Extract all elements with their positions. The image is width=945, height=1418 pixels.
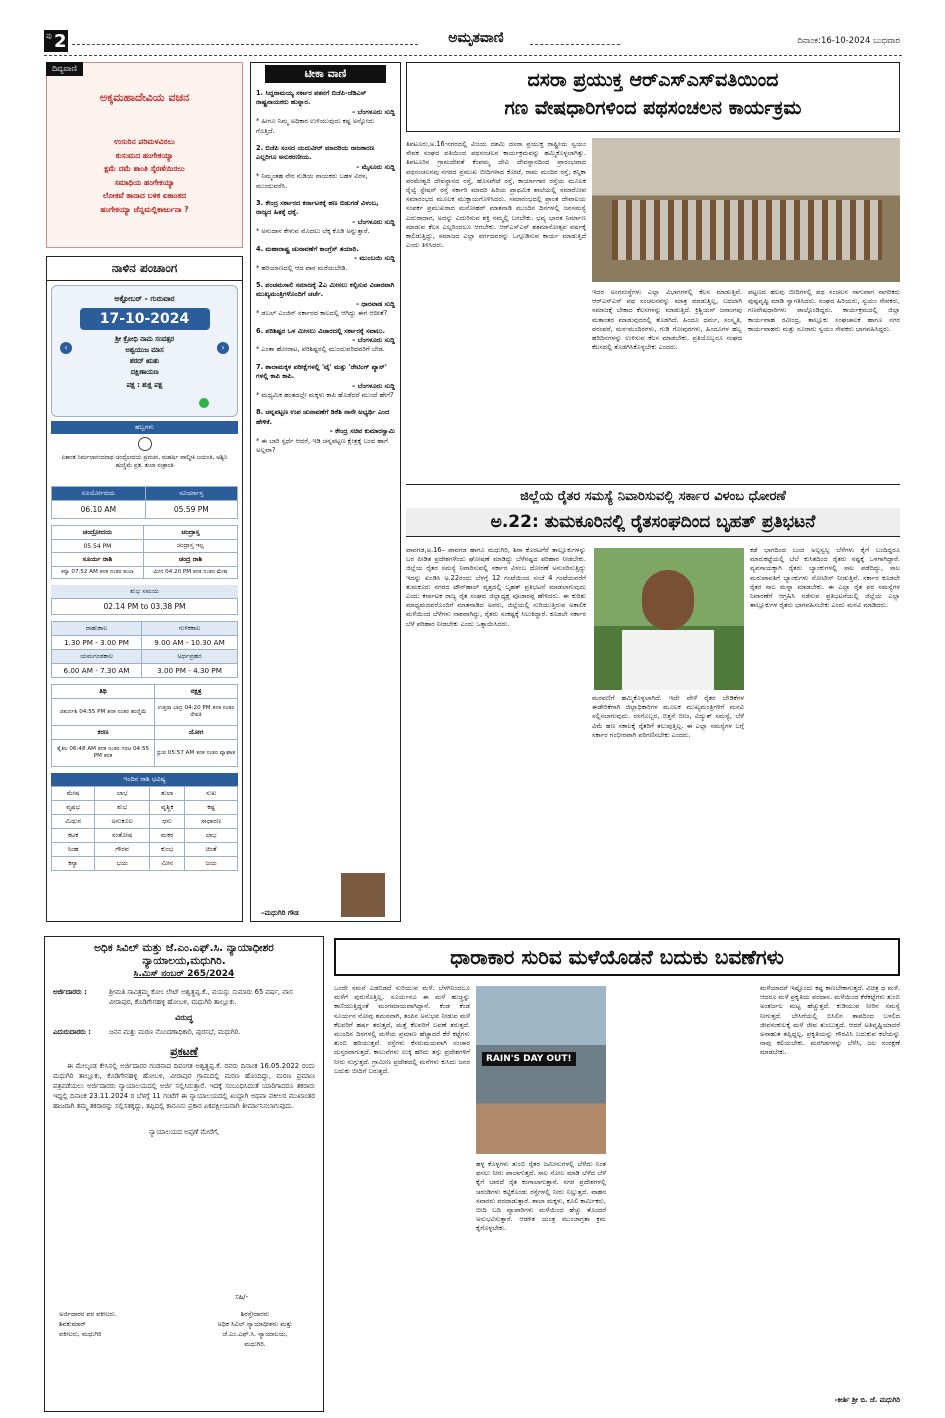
rashi-result: ಶುಭ <box>95 801 150 815</box>
rashi-sign: ಮಕರ <box>150 829 185 843</box>
ritu: ಶರದ್ ಋತು <box>129 357 160 365</box>
petitioner-row <box>53 987 315 1007</box>
columnist-photo <box>341 873 385 917</box>
yoga-label: ಯೋಗ <box>155 726 238 740</box>
habba-text: ಏಕಾಂತ ನಿರ್ಮಲಾನಂದನಾಥ ಚಂದ್ರೋದಯ ಪ್ರವಚನ, ಮಹರ್ಷಿ ವಾಲ್ಮೀಕಿ ಜಯಂತಿ, ಅಶ್ವಿನಿ ಹುಣ್ಣಿಮೆ ವ್ರತ, ತುಲಾ ಸಂಕ್ರಾಂತಿ <box>61 455 228 469</box>
tika-question: 6. ಪರಿಶಿಷ್ಟರ ಒಳ ಮೀಸಲು ವಿಚಾರದಲ್ಲಿ ಸರ್ಕಾರಕ್ಕೆ ಸವಾಲು. <box>256 326 386 335</box>
farmers-body-col2: ಮರವಣಿಗೆ ಹಮ್ಮಿಕೊಳ್ಳಲಾಗಿದೆ. ಇದೇ ವೇಳೆ ರೈತರ ಬೇಡಿಕೆಗಳ ಈಡೇರಿಕೆಗಾಗಿ ಜಿಲ್ಲಾಧಿಕಾರಿಗಳ ಮೂಲಕ ಮುಖ್ಯಮಂತ್ರಿಗಳಿಗೆ ಮನವಿ ಸಲ್ಲಿಸಲಾಗುವುದು. ರಸಗೊಬ್ಬರ, ಬಿತ್ತನೆ ಬೀಜ, ವಿದ್ಯುತ್ ಸಮಸ್ಯೆ, ಬೆಳೆ ವಿಮೆ ಹಣ ಸಕಾಲಕ್ಕೆ ರೈತರಿಗೆ ತಲುಪುತ್ತಿಲ್ಲ. ಈ ಎಲ್ಲಾ ಸಮಸ್ಯೆಗಳ ಬಗ್ಗೆ ಸರ್ಕಾರ ಗಂಭೀರವಾಗಿ ಪರಿಗಣಿಸಬೇಕು ಎಂದರು. <box>592 694 744 739</box>
yama-label: ಯಮಗಂಡಕಾಲ <box>52 650 142 664</box>
tika-item <box>256 363 395 401</box>
rss-headline <box>406 62 900 132</box>
divyavani-verse <box>47 135 242 216</box>
tika-answer: * ಅನುದಾನ ಕೇಳುವ ಮೊದಲು ಲೆಕ್ಕ ಕೊಡಿ ಅನ್ನುತ್ತಾರೆ. <box>256 227 370 236</box>
tika-vani-items <box>251 85 400 883</box>
tika-source: – ಬೆಂಗಳೂರು ಸುದ್ದಿ <box>352 217 395 226</box>
rss-body-col1: ತಿಪಟೂರು,ಅ.16-ನಗರದಲ್ಲಿ ವಿಜಯ ದಶಮಿ ದಸರಾ ಪ್ರಯುಕ್ತ ರಾಷ್ಟ್ರೀಯ ಸ್ವಯಂ ಸೇವಕ ಸಂಘದ ವತಿಯಿಂದ ಪಥಸಂಚಲನ ಕಾರ್ಯಕ್ರಮವನ್ನು ಹಮ್ಮಿಕೊಳ್ಳಲಾಗಿತ್ತು. ತಿಪಟೂರಿನ ಗ್ರಾಮದೇವತೆ ಕೆಂಪಮ್ಮ ದೇವಿ ದೇವಸ್ಥಾನದಿಂದ ಪ್ರಾರಂಭವಾದ ಪಥಸಂಚಲನವು ನಗರದ ಪ್ರಮುಖ ಬೀದಿಗಳಾದ ಕೋಟೆ, ರಾಮ ಮಂದಿರ ರಸ್ತೆ, ಕನ್ನಿಕಾ ಪರಮೇಶ್ವರಿ ದೇವಸ್ಥಾನದ ರಸ್ತೆ, ಹೊಸಪೇಟೆ ರಸ್ತೆ, ಕಾರ್ಯಾಗಾರ ರಸ್ತೆಯ ಮೂಲಕ ರೈಲ್ವೆ ಸ್ಟೇಷನ್ ರಸ್ತೆ ಸರ್ಕಾರಿ ಮಾದರಿ ಹಿರಿಯ ಪ್ರಾಥಮಿಕ ಶಾಲೆಯಲ್ಲಿ ಸಮಾರೋಪ ಸಮಾರಂಭದ ಮೂಲಕ ಮುಕ್ತಾಯಗೊಳಿಸಿದರು. ಸಮಾರಂಭದಲ್ಲಿ ಪ್ರಾಂತ ದೇವಾಲಯ ಸಂಪರ್ಕ ಪ್ರಮುಖರಾದ ಮನೋಹರ್ ಮಾತನಾಡಿ ಮುಂದಿನ ದಿನಗಳಲ್ಲಿ ಜನಸಮಸ್ಯೆ ಎದುರಾದಾಗ, ಅದನ್ನು ಎದುರಿಸುವ ಶಕ್ತಿ ನಮ್ಮಲ್ಲಿ ಬರಬೇಕು. ಭವ್ಯ ಭಾರತ ನಿರ್ಮಾಣ ಮಾಡುವ ಕೆಲಸ ಎಲ್ಲರಿಂದಲೂ ಆಗಬೇಕು. ಆರ್‌ಎಸ್‌ಎಸ್ ಶತಮಾನೋತ್ಸವ ವರ್ಷಕ್ಕೆ ಕಾಲಿಡುತ್ತಿದ್ದು, ಸಮಾಜದ ಎಲ್ಲಾ ವರ್ಗದವರನ್ನು ಒಗ್ಗೂಡಿಸುವ ಕಾರ್ಯ ಮಾಡುತ್ತಿದೆ ಎಂದು ತಿಳಿಸಿದರು. <box>406 140 586 250</box>
march-photo-figures <box>612 200 882 260</box>
court-title-2: ನ್ಯಾಯಾಲಯ,ಮಧುಗಿರಿ. <box>142 955 226 967</box>
tika-answer: * ಡಬಲ್ ಎಂಜಿನ್ ಸರ್ಕಾರದ ಕಾಲದಲ್ಲಿ ಆಗಿದ್ದು ಈಗ ಆದೀತೆ? <box>256 309 388 318</box>
gulika-time: 9.00 AM - 10.30 AM <box>142 636 238 650</box>
yama-time: 6.00 AM - 7.30 AM <box>52 664 142 678</box>
whatsapp-icon[interactable] <box>199 398 209 408</box>
kala-table <box>51 621 238 678</box>
rashi-table <box>51 786 238 871</box>
panchanga-date-card <box>51 285 238 417</box>
tika-source: – ಬೆಂಗಳೂರು ಸುದ್ದಿ <box>352 381 395 390</box>
karana-label: ಕರಣ <box>52 726 155 740</box>
verse-line: ಉಸುರಿನ ಪರಿಮಳವಿರಲು <box>114 137 175 146</box>
samvatsara: ಶ್ರೀ ಕ್ರೋಧಿ ನಾಮ ಸಂವತ್ಸರ <box>115 335 174 343</box>
moonset-time: ಚಂದ್ರಾಸ್ತ ಇಲ್ಲ <box>143 540 237 553</box>
moon-table <box>51 525 238 579</box>
table-row <box>52 829 238 843</box>
tika-question: 2. ಬಿಜೆಪಿ ಸಂಸದ ಯದುವೀರ್ ಮಾದರಿಯ ರಾಜಕಾರಣ ಎಲ್ಲರಿಗೂ ಅನುಕರಣೀಯ. <box>256 144 375 162</box>
rain-photo-collage <box>476 986 606 1154</box>
tika-item <box>256 327 395 355</box>
durmuhurta-time: 3.00 PM - 4.30 PM <box>142 664 238 678</box>
rashi-sign: ವೃಷಭ <box>52 801 95 815</box>
notice-body: ಈ ಮೇಲ್ಕಂಡ ಕೇಸಿನಲ್ಲಿ ಅರ್ಜಿದಾರರ ಗಂಡನಾದ ದಿವಂಗತ ಅಶ್ವತ್ಥಪ್ಪ.ಕೆ. ರವರು ದಿನಾಂಕ 16.05.2022 ರಂದು ಮಧುಗಿರಿ ತಾಲ್ಲೂಕು, ಕೊಡಿಗೇನಹಳ್ಳಿ ಹೋಬಳಿ, ವೀರಾಪುರ ಗ್ರಾಮದಲ್ಲಿ ಮರಣ ಹೊಂದಿದ್ದು, ಮರಣ ಪ್ರಮಾಣ ಪತ್ರಪಡೆಯಲು ಅರ್ಜಿದಾರರು ನ್ಯಾಯಾಲಯದಲ್ಲಿ ಅರ್ಜಿ ಸಲ್ಲಿಸಿರುತ್ತಾರೆ. ಇದಕ್ಕೆ ಸಂಬಂಧಿಸಿದಂತೆ ಯಾರಿಗಾದರೂ ತಕರಾರು ಇದ್ದಲ್ಲಿ ದಿನಾಂಕ 23.11.2024 ರ ಬೆಳಗ್ಗೆ 11 ಗಂಟೆಗೆ ಈ ನ್ಯಾಯಾಲಯದಲ್ಲಿ ಖುದ್ದಾಗಿ ಅಥವಾ ವಕೀಲರ ಮುಖಾಂತರ ಹಾಜರಾಗಿ ತಮ್ಮ ತಕರಾರನ್ನು ಸಲ್ಲಿಸತಕ್ಕದ್ದು, ತಪ್ಪಿದಲ್ಲಿ ಕಾನೂನು ಪ್ರಕಾರ ಏಕಪಕ್ಷೀಯವಾಗಿ ತೀರ್ಮಾನಿಸಲಾಗುವುದು. <box>53 1062 315 1110</box>
tika-answer: * ಮಧ್ಯಮಿಕ ಹಂತದಲ್ಲೇ ಮಕ್ಕಳು ಕಾಪಿ ಹೊಡೆದರೆ ಮುಂದೆ ಹೇಗೆ? <box>256 390 394 399</box>
rashi-result: ಭಯ <box>95 857 150 871</box>
ayana: ದಕ್ಷಿಣಾಯಣ <box>130 368 159 376</box>
rahu-label: ರಾಹುಕಾಲ <box>52 622 142 636</box>
panchanga-box <box>46 256 243 922</box>
respondent-row <box>53 1027 315 1037</box>
panchanga-title: ನಾಳಿನ ಪಂಚಾಂಗ <box>47 257 242 281</box>
moonset-label: ಚಂದ್ರಾಸ್ತ <box>143 526 237 540</box>
rashi-sign: ಕುಂಭ <box>150 843 185 857</box>
header-rule-bottom <box>44 55 902 56</box>
divyavani-tab: ದಿವ್ಯವಾಣಿ <box>46 62 83 76</box>
rashi-result: ಲಾಭ <box>95 787 150 801</box>
tika-source: – ಕೇಂದ್ರ ಸಚಿವ ಕುಮಾರಸ್ವಾಮಿ <box>329 427 395 436</box>
page-number: 2 <box>54 31 67 52</box>
rashi-result: ಸಂತೋಷ <box>95 829 150 843</box>
next-day-icon[interactable]: › <box>217 342 229 354</box>
header-date: ದಿನಾಂಕ:16-10-2024 ಬುಧವಾರ <box>797 36 900 46</box>
rashi-result: ಗೌರವ <box>95 843 150 857</box>
habba-label: ಹಬ್ಬಗಳು <box>51 421 238 434</box>
rashi-result: ಅನುಕೂಲ <box>95 815 150 829</box>
month-weekday: ಅಕ್ಟೋಬರ್ - ಗುರುವಾರ <box>114 294 175 303</box>
tika-vani-title: ಟೀಕಾ ವಾಣಿ <box>265 65 386 83</box>
farmers-body-col3: ಕಡೆ ಭಾಗದಿಂದ ಬಂದ ಅಲ್ಪಸ್ವಲ್ಪ ಬೆಳೆಗಳು ಕೈಗೆ ಬಂದಿದ್ದರೂ ಮಾರುಕಟ್ಟೆಯಲ್ಲಿ ಬೆಲೆ ಕುಸಿತದಿಂದ ರೈತರು ನಷ್ಟಕ್ಕೆ ಒಳಗಾಗಿದ್ದಾರೆ. ವ್ಯವಸಾಯಕ್ಕಾಗಿ ರೈತರು ಬ್ಯಾಂಕುಗಳಲ್ಲಿ ಸಾಲ ಪಡೆದಿದ್ದು, ಸಾಲ ಮರುಪಾವತಿಗೆ ಬ್ಯಾಂಕುಗಳು ನೋಟೀಸ್ ನೀಡುತ್ತಿವೆ. ಸರ್ಕಾರ ಕೂಡಲೇ ರೈತರ ಸಾಲ ಮನ್ನಾ ಮಾಡಬೇಕು. ಈ ಎಲ್ಲಾ ರೈತ ಪರ ಸಮಸ್ಯೆಗಳ ನಿವಾರಣೆಗೆ ಆಗ್ರಹಿಸಿ ನಡೆಸುವ ಪ್ರತಿಭಟನೆಯಲ್ಲಿ ಜಿಲ್ಲೆಯ ಎಲ್ಲಾ ತಾಲ್ಲೂಕುಗಳ ರೈತರು ಭಾಗವಹಿಸಬೇಕು ಎಂದು ಮನವಿ ಮಾಡಿದರು. <box>750 546 900 610</box>
rashi-sign: ಮೇಷ <box>52 787 95 801</box>
surya-rashi-label: ಸೂರ್ಯ ರಾಶಿ <box>52 553 144 567</box>
farmer-shirt <box>622 630 714 690</box>
page-number-badge <box>44 30 68 52</box>
prev-day-icon[interactable]: ‹ <box>60 342 72 354</box>
tithi: ಚತುರ್ದಶಿ 04:55 PM ತನಕ ನಂತರ ಹುಣ್ಣಿಮೆ <box>52 699 155 726</box>
tika-answer: * ಹರಿಯಾಣದಲ್ಲಿ ಆದ ಪಾಠ ಮರೆಯಬೇಡಿ. <box>256 263 348 272</box>
rain-body-col2b <box>614 984 754 1412</box>
karana: ತೈತಿಲ 06:48 AM ತನಕ ನಂತರ ಗರಜ 04:55 PM ತನಕ <box>52 740 155 767</box>
rashi-sign: ತುಲಾ <box>150 787 185 801</box>
header-rule-left <box>72 44 418 45</box>
tika-source: – ಬೆಂಗಳೂರು ಸುದ್ದಿ <box>352 107 395 116</box>
rashi-title: ಇಂದಿನ ರಾಶಿ ಭವಿಷ್ಯ <box>51 773 238 786</box>
sunrise-label: ಸೂರ್ಯೋದಯ <box>52 487 146 501</box>
tika-item <box>256 245 395 273</box>
petitioner: ಶ್ರೀಮತಿ ಸಾವಿತ್ರಮ್ಮ ಕೋಂ ಲೇಟ್ ಅಶ್ವತ್ಥಪ್ಪ.ಕೆ., ವಯಸ್ಸು ಸುಮಾರು 65 ವರ್ಷ, ವಾಸ ವೀರಾಪುರ, ಕೊಡಿಗೇನಹಳ್ಳಿ ಹೋಬಳಿ, ಮಧುಗಿರಿ ತಾಲ್ಲೂಕು. <box>109 988 293 1006</box>
court-order: ನ್ಯಾಯಾಲಯದ ಅಪ್ಪಣೆ ಮೇರೆಗೆ, <box>148 1128 220 1136</box>
moonrise-time: 05.54 PM <box>52 540 144 553</box>
rashi-result: ಲಾಭ <box>185 829 238 843</box>
sig-label: ಸಹಿ/- <box>235 1293 249 1301</box>
table-row <box>52 843 238 857</box>
rashi-result: ಕಷ್ಟ <box>185 801 238 815</box>
verse-line: ಕ್ಷಮೆ ದಮೆ ಶಾಂತಿ ಸೈರಣೆಯಿರಲು <box>104 164 185 173</box>
table-row <box>52 857 238 871</box>
farmer-leader-photo <box>594 548 744 690</box>
masa: ಅಶ್ವಯುಜ ಮಾಸ <box>125 346 164 354</box>
tika-source: – ಮೈಸೂರು ಸುದ್ದಿ <box>356 162 395 171</box>
chandra-rashi: ಮೀನ 04.20 PM ತನಕ ನಂತರ ಮೇಷ <box>143 567 237 579</box>
verse-line: ಹಂಗೇಕಯ್ಯಾ ಚೆನ್ನಮಲ್ಲಿಕಾರ್ಜುನಾ ? <box>100 204 189 214</box>
rashi-sign: ಕನ್ಯಾ <box>52 857 95 871</box>
petitioner-label: ಅರ್ಜಿದಾರರು : <box>53 988 87 996</box>
rashi-sign: ಮೀನ <box>150 857 185 871</box>
verse-line: ಸಮಾಧಿಯ ಹಂಗೇಕಯ್ಯಾ <box>114 177 175 187</box>
shubha-label: ಶುಭ ಸಮಯ <box>51 585 238 598</box>
advocate-signature: ಅರ್ಜಿದಾರರ ಪರ ವಕೀಲರು. ಶಿವಕುಮಾರ್ ವಕೀಲರು, ಮಧುಗಿರಿ <box>59 1310 117 1338</box>
sun-table <box>51 486 238 519</box>
tika-vani-box <box>250 62 401 922</box>
notice-title: ಪ್ರಕಟಣೆ <box>170 1045 198 1058</box>
respondent: ಜನನ ಮತ್ತು ಮರಣ ನೊಂದಣಾಧಿಕಾರಿ, ಪುರಸಭೆ, ಮಧುಗಿರಿ. <box>109 1028 241 1036</box>
sunset-time: 05.59 PM <box>145 501 237 519</box>
header-rule-mid <box>530 44 620 45</box>
verse-line: ಲೋಕವೆ ತಾನಾದ ಬಳಿಕ ಏಕಾಂತದ <box>102 191 187 200</box>
rss-march-photo <box>592 138 900 282</box>
tika-item <box>256 199 395 237</box>
court-notice <box>44 936 324 1412</box>
paksha: ಪಕ್ಷ : ಶುಕ್ಲ ಪಕ್ಷ <box>126 381 163 389</box>
rain-body-col2: ಹಳ್ಳ ಕೊಳ್ಳಗಳು ತುಂಬಿ ರೈತರ ಜಮೀನುಗಳಲ್ಲಿ ಬೆಳೆದು ನಿಂತ ಫಸಲು ನೀರು ಪಾಲಾಗುತ್ತದೆ. ಸಾಲ ಸೋಲ ಮಾಡಿ ಬೆಳೆದ ಬೆಳೆ ಕೈಗೆ ಬಾರದೆ ರೈತ ಕಂಗಾಲಾಗುತ್ತಾನೆ. ನಗರ ಪ್ರದೇಶಗಳಲ್ಲಿ ಚರಂಡಿಗಳು ಕಟ್ಟಿಕೊಂಡು ರಸ್ತೆಗಳಲ್ಲಿ ನೀರು ನಿಲ್ಲುತ್ತದೆ. ವಾಹನ ಸವಾರರು ಪರದಾಡುತ್ತಾರೆ. ಶಾಲಾ ಮಕ್ಕಳು, ಕೂಲಿ ಕಾರ್ಮಿಕರು, ಬೀದಿ ಬದಿ ವ್ಯಾಪಾರಿಗಳು ಮಳೆಯಿಂದ ಹೆಚ್ಚು ತೊಂದರೆ ಅನುಭವಿಸುತ್ತಾರೆ. ಆಡಳಿತ ಯಂತ್ರ ಮುಂಜಾಗ್ರತಾ ಕ್ರಮ ಕೈಗೊಳ್ಳಬೇಕು. <box>476 1160 606 1233</box>
yoga: ಧ್ರುವ 05:57 AM ತನಕ ನಂತರ ವ್ಯಾಘಾತ <box>155 740 238 767</box>
rss-headline-line1: ದಸರಾ ಪ್ರಯುಕ್ತ ಆರ್‌ಎಸ್‌ಎಸ್‌ವತಿಯಿಂದ <box>527 69 779 91</box>
tika-question: 8. ಚನ್ನಪಟ್ಟಣ ಉಪ ಚುನಾವಣೆಗೆ ಡಿಕೆಶಿ ನಾನೇ ಅಭ್ಯರ್ಥಿ ಎಂದ ಹೇಳಿಕೆ. <box>256 408 390 426</box>
rashi-sign: ಕಟಕ <box>52 829 95 843</box>
table-row <box>52 787 238 801</box>
tika-item <box>256 144 395 191</box>
versus: ವಿರುದ್ಧ <box>175 1013 193 1022</box>
habba-circle-icon <box>138 437 152 451</box>
tika-answer: * ನಿಮ್ಮಂತಹ ನೇರ ನುಡಿಯ ನಾಯಕರು ಬಹಳ ವಿರಳ, ಮುಂದುವರೆಸಿ. <box>256 172 368 190</box>
rain-headline: ಧಾರಾಕಾರ ಸುರಿವ ಮಳೆಯೊಡನೆ ಬದುಕು ಬವಣೆಗಳು <box>334 938 900 976</box>
rain-author: -ಕೀರ್ತಿ ಶ್ರೀ ಬಿ. ಜೆ. ಮಧುಗಿರಿ <box>834 1396 900 1404</box>
page-badge-label: ಪು <box>46 32 52 40</box>
verse-line: ಕುಸುಮದ ಹಂಗೇಕಯ್ಯಾ <box>115 150 174 160</box>
tika-question: 1. ಸಿದ್ದರಾಮಯ್ಯ ಸರ್ಕಾರ ಪತನಗೆ ಬಿಜೆಪಿ-ಜೆಡಿಎಸ್ ರಾಷ್ಟ್ರನಾಯಕರು ಹುನ್ನಾರ. <box>256 89 367 107</box>
tika-item <box>256 408 395 455</box>
farmers-kicker: ಜಿಲ್ಲೆಯ ರೈತರ ಸಮಸ್ಯೆ ನಿವಾರಿಸುವಲ್ಲಿ ಸರ್ಕಾರ ವಿಳಂಬ ಧೋರಣೆ <box>406 484 900 504</box>
rashi-result: ಜಯ <box>185 857 238 871</box>
nakshatra: ಉತ್ತರಾ ಭಾದ್ರ 04:20 PM ತನಕ ನಂತರ ರೇವತಿ <box>155 699 238 726</box>
chandra-rashi-label: ಚಂದ್ರ ರಾಶಿ <box>143 553 237 567</box>
tika-question: 3. ಕೇಂದ್ರ ಸರ್ಕಾರದ ಕರ್ನಾಟಕಕ್ಕೆ ಹಣ ಬಿಡುಗಡೆ ವಿಳಂಬ, ರಾಜ್ಯದ ಹಿತಕ್ಕೆ ಧಕ್ಕೆ. <box>256 199 379 217</box>
sheristedar-signature: ಶಿರಸ್ತೇದಾರರು ಅಧಿಕ ಸಿವಿಲ್ ನ್ಯಾಯಾಧೀಶರು ಮತ್ತು ಜೆ.ಎಂ.ಎಫ್.ಸಿ. ನ್ಯಾಯಾಲಯ, ಮಧುಗಿರಿ. <box>217 1310 293 1348</box>
rss-body-col2: ಇದರ ಅಂಗಸಂಸ್ಥೆಗಳು ಎಲ್ಲಾ ವಿಭಾಗಗಳಲ್ಲಿ ಕೆಲಸ ಮಾಡುತ್ತಿವೆ. ಆರ್‌ಎಸ್‌ಎಸ್ ಪಥ ಸಂಚಲನವನ್ನು ಮಾತ್ರ ಮಾಡುತ್ತಿಲ್ಲ, ಬದಲಾಗಿ ಸಮಾಜಕ್ಕೆ ಬೇಕಾದ ಕೆಲಸಗಳನ್ನು ಮಾಡುತ್ತಿದೆ. ಕ್ರಿಶ್ಚಿಯನ್ ಜನಾಂಗವು ಮತಾಂತರ ಮಾಡುವುದರಲ್ಲಿ ತೊಡಗಿದೆ. ಹಿಂದೂ ಧರ್ಮ, ಸಂಸ್ಕೃತಿ, ಪರಂಪರೆ, ಮಠ-ಮಂದಿರಗಳು, ಗುಡಿ ಗೋಪುರಗಳು, ಹಿಂದೂಗಳ ಹಬ್ಬ ಹರಿದಿನಗಳನ್ನು ಉಳಿಸುವ ಕೆಲಸ ಮಾಡಬೇಕು. ಪ್ರತಿಯೊಬ್ಬರೂ ಸಂಘದ ಕೆಲಸದಲ್ಲಿ ತೊಡಗಿಸಿಕೊಳ್ಳಬೇಕು ಎಂದರು. <box>592 288 742 352</box>
shubha-time: 02.14 PM to 03.38 PM <box>51 598 238 615</box>
panchanga-date: 17-10-2024 <box>80 308 210 330</box>
farmers-headline: ಅ.22: ತುಮಕೂರಿನಲ್ಲಿ ರೈತಸಂಘದಿಂದ ಬೃಹತ್ ಪ್ರತಿಭಟನೆ <box>406 508 900 537</box>
tika-question: 7. ಶಾಲಾಮಕ್ಕಳ ಪರೀಕ್ಷೆಗಳಲ್ಲಿ 'ಟೈ' ಮತ್ತು 'ರೇಟಿಂಗ್ ಪ್ಯಾನ್' ಗಳಲ್ಲಿ ಕಾಪಿ ಕಾಪಿ. <box>256 362 387 381</box>
rashi-sign: ಮಿಥುನ <box>52 815 95 829</box>
respondent-label: ಎದುರುದಾರರು : <box>53 1028 91 1036</box>
sunset-label: ಸೂರ್ಯಾಸ್ತ <box>145 487 237 501</box>
rss-headline-line2: ಗಣ ವೇಷಧಾರಿಗಳಿಂದ ಪಥಸಂಚಲನ ಕಾರ್ಯಕ್ರಮ <box>504 97 802 119</box>
moonrise-label: ಚಂದ್ರೋದಯ <box>52 526 144 540</box>
case-number: ಸಿ.ಮಿಸ್ ನಂಬರ್ 265/2024 <box>133 969 235 979</box>
tika-item <box>256 89 395 136</box>
rashi-result: ಸುಖ <box>185 787 238 801</box>
divyavani-title: ಅಕ್ಕಮಹಾದೇವಿಯ ವಚನ <box>99 91 190 104</box>
rain-banner: RAIN'S DAY OUT! <box>482 1052 576 1066</box>
tika-author: –ಮಧುಗಿರಿ ಗೌಡ <box>261 909 299 917</box>
divyavani-box <box>46 62 243 248</box>
tika-answer: * ಹೀಗೂ ನಿಮ್ಮ ಅಧಿಕಾರ ಉಳಿಯುವುದು ಕಷ್ಟ ಅನ್ನೋದು ಗೊತ್ತಿದೆ. <box>256 117 375 135</box>
rss-body-col3: ಪಟ್ಟಣದ ಹಲವು ಬೀದಿಗಳಲ್ಲಿ ಪಥ ಸಂಚಲನ ಸಾಗುವಾಗ ನಾಗರಿಕರು ಪುಷ್ಪವೃಷ್ಟಿ ಮಾಡಿ ಸ್ವಾಗತಿಸಿದರು. ಸಂಘದ ಹಿರಿಯರು, ಸ್ವಯಂ ಸೇವಕರು, ಗಣವೇಷಧಾರಿಗಳು ಪಾಲ್ಗೊಂಡಿದ್ದರು. ಕಾರ್ಯಕ್ರಮದಲ್ಲಿ ಜಿಲ್ಲಾ ಕಾರ್ಯವಾಹ ರವೀಂದ್ರ, ತಾಲ್ಲೂಕು ಸಂಘಚಾಲಕ ಹಾಗೂ ನಗರ ಕಾರ್ಯವಾಹರು ಮತ್ತು ನೂರಾರು ಸ್ವಯಂ ಸೇವಕರು ಭಾಗವಹಿಸಿದ್ದರು. <box>748 288 900 333</box>
tithi-table <box>51 684 238 767</box>
rashi-sign: ಸಿಂಹ <box>52 843 95 857</box>
table-row <box>52 801 238 815</box>
tika-source: – ಧಾರವಾಡ ಸುದ್ದಿ <box>355 299 395 308</box>
table-row <box>52 815 238 829</box>
rashi-result: ಚಿಂತೆ <box>185 843 238 857</box>
rashi-result: ಸಾಧಾರಣ <box>185 815 238 829</box>
masthead-title: ಅಮೃತವಾಣಿ <box>448 30 504 46</box>
sunrise-time: 06.10 AM <box>52 501 146 519</box>
rahu-time: 1.30 PM - 3.00 PM <box>52 636 142 650</box>
tika-question: 5. ಪಂಚಮಸಾಲಿ ಸಮಾಜಕ್ಕೆ 2ಎ ಮೀಸಲು ಕಲ್ಪಿಸುವ ವಿಚಾರವಾಗಿ ಮುಖ್ಯಮಂತ್ರಿಗಳೊಂದಿಗೆ ಚರ್ಚೆ. <box>256 280 395 299</box>
tika-source: – ಬೆಂಗಳೂರು ಸುದ್ದಿ <box>352 335 395 344</box>
tika-answer: * ಎಂತಾ ಹೋರಾಟ, ಪರಿಶಿಷ್ಟರಲ್ಲಿ ಮುಂದುವರಿದವರಿಗೆ ಬೇಡ. <box>256 345 385 354</box>
tika-item <box>256 281 395 319</box>
surya-rashi: ಕನ್ಯಾ 07.52 AM ತನಕ ನಂತರ ತುಲಾ <box>52 567 144 579</box>
gulika-label: ಗುಳಿಕಕಾಲ <box>142 622 238 636</box>
tika-question: 4. ಮಹಾರಾಷ್ಟ್ರ ಚುನಾವಣೆಗೆ ಕಾಂಗ್ರೆಸ್ ತಯಾರಿ. <box>256 244 359 253</box>
rashi-sign: ಧನು <box>150 815 185 829</box>
rain-body-col1: ಒಂದೇ ಸಮನೆ ಎಡಬಿಡದೆ ಸುರಿಯುವ ಮಳೆ. ಬೆಳಗಿನಿಂದಲೂ ಮಳೆಗೆ ಪುರುಸೊತ್ತಿಲ್ಲ. ಸೂರ್ಯನೂ ಈ ಮಳೆ ಹುಚ್ಚನ್ನು ಕಾಣಿಯುತ್ತಿದ್ದಂತೆ ಮಂಗಮಾಯವಾಗಿದ್ದಾನೆ. ಕೆಂಡ ಕೆಂಡ ಸೂರ್ಯನ ನೋವು ಶಮನವಾಗಿ, ತಂಪಿನ ಅನುಭವ ನೀಡುವ ಮಳೆ ಕೆಲವರಿಗೆ ಹರ್ಷ ತರುತ್ತದೆ, ಮತ್ತೆ ಕೆಲವರಿಗೆ ಬವಣೆ ತರುತ್ತದೆ. ಮುಂದಿನ ದಿನಗಳಲ್ಲಿ ಮಳೆಯ ಪ್ರಮಾಣ ಹೆಚ್ಚಾದರೆ ಕೆರೆ ಕಟ್ಟೆಗಳು ತುಂಬಿ ಹರಿಯುತ್ತವೆ. ರಸ್ತೆಗಳು ಕೆಸರುಮಯವಾಗಿ ಸಂಚಾರ ದುಸ್ತರವಾಗುತ್ತದೆ. ಕಾಲುವೆಗಳು ಉಕ್ಕಿ ಹರಿದು ತಗ್ಗು ಪ್ರದೇಶಗಳಿಗೆ ನೀರು ನುಗ್ಗುತ್ತದೆ. ಗ್ರಾಮೀಣ ಪ್ರದೇಶದಲ್ಲಿ ಮನೆಗಳು ಕುಸಿದು ಜನರ ಬದುಕು ಬೀದಿಗೆ ಬರುತ್ತದೆ. <box>334 984 470 1075</box>
rashi-sign: ವೃಶ್ಚಿಕ <box>150 801 185 815</box>
rain-body-col3: ಮಳೆಯಾದರೆ ಇಷ್ಟೊಂದು ಕಷ್ಟ ಕಾಣಬೇಕಾಗುತ್ತದೆ. ವಿಚಿತ್ರ ಧ ಮಳೆ. ಆದರೂ ಮಳೆ ಪ್ರಕೃತಿಯ ವರದಾನ. ಮಳೆಯಿಂದ ಕೆರೆಕಟ್ಟೆಗಳು ತುಂಬಿ ಅಂತರ್ಜಲ ಮಟ್ಟ ಹೆಚ್ಚುತ್ತದೆ. ಕುಡಿಯುವ ನೀರಿನ ಸಮಸ್ಯೆ ನೀಗುತ್ತದೆ. ಬೇಸಿಗೆಯಲ್ಲಿ ಬಿಸಿಲಿನ ತಾಪದಿಂದ ಬಳಲಿದ ಜೀವಸಂಕುಲಕ್ಕೆ ಮಳೆ ಜೀವ ತುಂಬುತ್ತದೆ. ಆದರೆ ಅತಿವೃಷ್ಟಿಯಾದರೆ ಅನಾಹುತ ತಪ್ಪಿದ್ದಲ್ಲ. ಪ್ರಕೃತಿಯನ್ನು ಗೌರವಿಸಿ ಬದುಕುವ ಕಲೆಯನ್ನು ನಾವು ಕಲಿಯಬೇಕು. ಮರಗಿಡಗಳನ್ನು ಬೆಳೆಸಿ, ಜಲ ಸಂರಕ್ಷಣೆ ಮಾಡಬೇಕು. <box>760 984 900 1057</box>
durmuhurta-label: ಅರ್ಧಪ್ರಹರ <box>142 650 238 664</box>
tika-source: – ಮುಂಬಯಿ ಸುದ್ದಿ <box>353 254 395 263</box>
nakshatra-label: ನಕ್ಷತ್ರ <box>155 685 238 699</box>
farmer-face <box>642 570 694 630</box>
tika-answer: * ಈ ಬಾರಿ ಸ್ಪರ್ಧೆ ಆದರೆ, ಇಡಿ ಚನ್ನಪಟ್ಟಣ ಕ್ಷೇತ್ರಕ್ಕೆ ಬಂದ ಹಾಗೆ ಅಲ್ಲವಾ? <box>256 436 388 454</box>
court-title-1: ಅಧಿಕ ಸಿವಿಲ್ ಮತ್ತು ಜೆ.ಎಂ.ಎಫ್.ಸಿ. ನ್ಯಾಯಾಧೀಶರ <box>94 942 274 954</box>
tithi-label: ತಿಥಿ <box>52 685 155 699</box>
farmers-body-col1: ಪಾವಗಡ,ಅ.16– ಪಾವಗಡ ಹಾಗೂ ಮಧುಗಿರಿ, ಶಿರಾ ಕೊರಟಗೆರೆ ತಾಲ್ಲೂಕುಗಳನ್ನು ಬರ ಪೀಡಿತ ಪ್ರದೇಶಗಳೆಂದು ಘೋಷಣೆ ಮಾಡಿದ್ದು ಬೆಳೆನಷ್ಟದ ಪರಿಹಾರ ನೀಡಬೇಕು. ಜಿಲ್ಲೆಯ ರೈತರ ಸಮಸ್ಯೆ ನಿವಾರಿಸುವಲ್ಲಿ ಸರ್ಕಾರ ವಿಳಂಬ ಧೋರಣೆ ಅನುಸರಿಸುತ್ತಿದ್ದು ಇದನ್ನು ಖಂಡಿಸಿ ಅ.22ರಂದು ಬೆಳಗ್ಗೆ 12 ಗಂಟೆಯಿಂದ ಸಂಜೆ 4 ಗಂಟೆಯವರೆಗೆ ತುಮಕೂರು ನಗರದ ಟೌನ್‌ಹಾಲ್ ವೃತ್ತದಲ್ಲಿ ಬೃಹತ್ ಪ್ರತಿಭಟನೆ ಮಾಡಲಾಗುವುದು ಎಂದು ಕರ್ನಾಟಕ ರಾಜ್ಯ ರೈತ ಸಂಘದ ಜಿಲ್ಲಾಧ್ಯಕ್ಷ ಪೂಜಾರಪ್ಪ ಹೇಳಿದರು. ಈ ಕುರಿತು ಮಾಧ್ಯಮದವರೊಂದಿಗೆ ಮಾತನಾಡಿದ ಅವರು, ಜಿಲ್ಲೆಯಲ್ಲಿ ಸುರಿಯುತ್ತಿರುವ ಅಕಾಲಿಕ ಮಳೆಯಿಂದ ಬೆಳೆಗಳು ನಾಶವಾಗಿದ್ದು, ರೈತರು ಸಂಕಷ್ಟಕ್ಕೆ ಸಿಲುಕಿದ್ದಾರೆ. ಕೂಡಲೇ ಸರ್ಕಾರ ಬೆಳೆ ಪರಿಹಾರ ನೀಡಬೇಕು ಎಂದು ಒತ್ತಾಯಿಸಿದರು. <box>406 546 586 628</box>
